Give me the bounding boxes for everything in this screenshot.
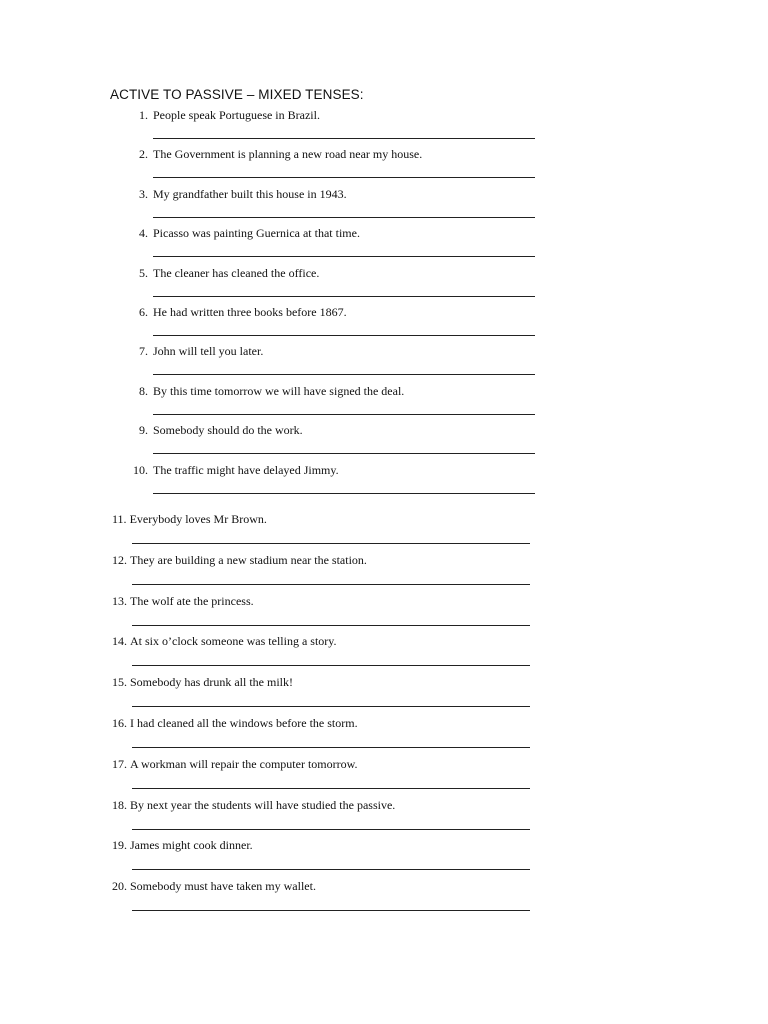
exercise-number: 8. bbox=[139, 383, 148, 398]
exercise-number: 19. bbox=[112, 838, 127, 853]
worksheet-title: ACTIVE TO PASSIVE – MIXED TENSES: bbox=[110, 87, 364, 102]
exercise-number: 18. bbox=[112, 797, 127, 812]
answer-line[interactable] bbox=[132, 665, 530, 666]
exercise-item bbox=[112, 675, 293, 689]
exercise-number: 2. bbox=[139, 147, 148, 162]
exercise-number: 1. bbox=[139, 108, 148, 122]
exercise-number: 6. bbox=[139, 305, 148, 319]
exercise-number: 3. bbox=[139, 186, 148, 201]
exercise-item bbox=[112, 798, 395, 812]
answer-line[interactable] bbox=[132, 584, 530, 585]
answer-line[interactable] bbox=[153, 374, 535, 375]
exercise-sentence: He had written three books before 1867. bbox=[153, 305, 347, 319]
exercise-item bbox=[130, 384, 404, 398]
exercise-sentence: People speak Portuguese in Brazil. bbox=[153, 108, 320, 122]
exercise-number: 4. bbox=[139, 226, 148, 241]
answer-line[interactable] bbox=[153, 256, 535, 257]
exercise-sentence: James might cook dinner. bbox=[130, 838, 253, 853]
exercise-sentence: Picasso was painting Guernica at that time. bbox=[153, 226, 360, 241]
answer-line[interactable] bbox=[132, 869, 530, 870]
exercise-number: 11. bbox=[112, 512, 127, 526]
answer-line[interactable] bbox=[132, 706, 530, 707]
exercise-number: 16. bbox=[112, 716, 127, 730]
exercise-number: 9. bbox=[139, 423, 148, 438]
exercise-sentence: The Government is planning a new road near my house. bbox=[153, 147, 423, 162]
answer-line[interactable] bbox=[132, 543, 530, 544]
answer-line[interactable] bbox=[153, 335, 535, 336]
exercise-item bbox=[130, 423, 303, 437]
answer-line[interactable] bbox=[132, 910, 530, 911]
exercise-number: 15. bbox=[112, 675, 127, 690]
answer-line[interactable] bbox=[153, 177, 535, 178]
answer-line[interactable] bbox=[153, 493, 535, 494]
exercise-sentence: They are building a new stadium near the station. bbox=[130, 552, 367, 567]
answer-line[interactable] bbox=[132, 747, 530, 748]
exercise-item bbox=[130, 463, 339, 477]
exercise-sentence: By this time tomorrow we will have signed the deal. bbox=[153, 383, 405, 398]
exercise-item bbox=[112, 716, 358, 730]
answer-line[interactable] bbox=[153, 138, 535, 139]
exercise-item bbox=[112, 512, 267, 526]
exercise-item bbox=[112, 553, 367, 567]
exercise-item bbox=[130, 344, 263, 358]
answer-line[interactable] bbox=[132, 788, 530, 789]
exercise-sentence: By next year the students will have studied the passive. bbox=[130, 797, 396, 812]
exercise-item bbox=[130, 266, 319, 280]
exercise-sentence: The traffic might have delayed Jimmy. bbox=[153, 462, 339, 477]
exercise-item bbox=[112, 838, 253, 852]
answer-line[interactable] bbox=[132, 625, 530, 626]
answer-line[interactable] bbox=[153, 453, 535, 454]
answer-line[interactable] bbox=[153, 217, 535, 218]
exercise-number: 10. bbox=[133, 462, 148, 477]
answer-line[interactable] bbox=[153, 414, 535, 415]
exercise-sentence: My grandfather built this house in 1943. bbox=[153, 186, 347, 201]
exercise-item bbox=[130, 305, 347, 319]
exercise-item bbox=[130, 147, 422, 161]
exercise-item bbox=[130, 187, 347, 201]
exercise-sentence: Somebody must have taken my wallet. bbox=[130, 879, 316, 894]
exercise-number: 17. bbox=[112, 756, 127, 771]
exercise-number: 12. bbox=[112, 552, 127, 567]
exercise-item bbox=[130, 226, 360, 240]
exercise-sentence: John will tell you later. bbox=[153, 344, 264, 359]
exercise-sentence: At six o’clock someone was telling a story. bbox=[130, 634, 337, 649]
exercise-item bbox=[112, 757, 358, 771]
exercise-sentence: The wolf ate the princess. bbox=[130, 593, 254, 608]
exercise-number: 20. bbox=[112, 879, 127, 894]
exercise-item bbox=[130, 108, 320, 122]
exercise-sentence: The cleaner has cleaned the office. bbox=[153, 265, 320, 280]
answer-line[interactable] bbox=[132, 829, 530, 830]
exercise-sentence: Everybody loves Mr Brown. bbox=[129, 512, 267, 526]
exercise-item bbox=[112, 594, 254, 608]
exercise-item bbox=[112, 879, 316, 893]
answer-line[interactable] bbox=[153, 296, 535, 297]
exercise-sentence: A workman will repair the computer tomorrow. bbox=[130, 756, 358, 771]
exercise-sentence: Somebody has drunk all the milk! bbox=[130, 675, 293, 690]
exercise-sentence: I had cleaned all the windows before the storm. bbox=[130, 716, 358, 730]
exercise-number: 14. bbox=[112, 634, 127, 649]
exercise-item bbox=[112, 634, 337, 648]
exercise-number: 5. bbox=[139, 265, 148, 280]
exercise-number: 13. bbox=[112, 593, 127, 608]
exercise-sentence: Somebody should do the work. bbox=[153, 423, 303, 438]
exercise-number: 7. bbox=[139, 344, 148, 359]
